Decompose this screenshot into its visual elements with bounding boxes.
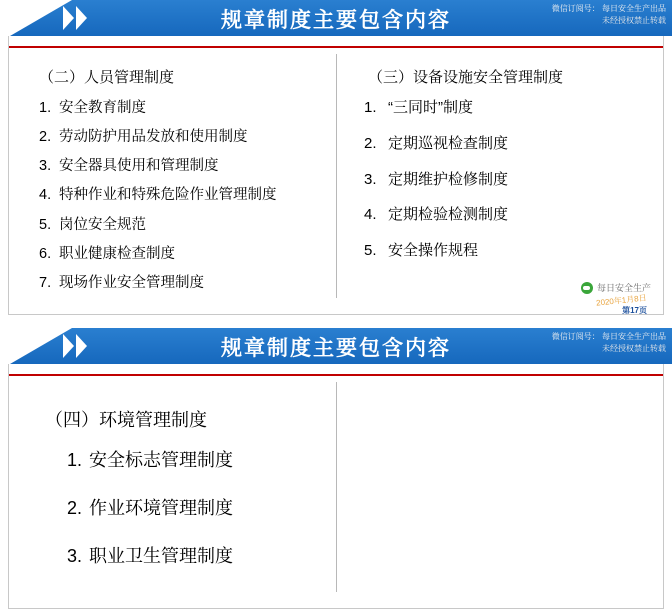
item-number: 2. [39,129,52,146]
slide-1-body [8,36,664,315]
item-number: 1. [364,99,377,116]
list-item [39,186,326,204]
item-text: 作业环境管理制度 [89,498,233,518]
slide-2-heading: （四）环境管理制度 [45,410,207,430]
slide-1-banner [0,0,672,36]
item-number: 3. [364,170,377,188]
subscribe-line: 微信订阅号： 每日安全生产出品 [551,332,666,341]
item-number: 1. [67,450,83,470]
left-column [9,52,336,303]
item-text: 岗位安全规范 [59,216,146,233]
item-number: 3. [67,546,83,566]
list-item [364,171,653,190]
right-column-list [364,99,653,261]
slide-2 [0,328,672,613]
item-text: 特种作业和特殊危险作业管理制度 [59,187,277,204]
list-item [364,135,653,154]
item-text: 定期维护检修制度 [388,170,509,188]
item-number: 4. [364,206,377,224]
item-text: 定期巡视检查制度 [388,134,509,152]
item-number: 5. [364,242,377,259]
copyright-line: 未经授权禁止转载 [602,16,666,25]
right-column [336,52,663,303]
wechat-icon [581,282,593,294]
list-item [39,99,326,117]
item-number: 2. [364,134,377,152]
divider-red-top [9,46,663,48]
page-number: 第17页 [622,306,647,315]
banner-attribution [552,3,666,27]
item-text: 职业健康检查制度 [59,245,175,262]
slide-2-title: 规章制度主要包含内容 [221,336,451,360]
list-item [39,128,326,146]
divider-red-top [9,374,663,376]
item-number: 5. [39,216,52,233]
item-text: 劳动防护用品发放和使用制度 [59,129,248,146]
item-number: 6. [39,245,52,262]
subscribe-line: 微信订阅号： 每日安全生产出品 [551,4,666,13]
banner-attribution [552,331,666,355]
list-item [364,206,653,225]
date-stamp: 2020年1月8日 [595,293,648,308]
copyright-line: 未经授权禁止转载 [602,344,666,353]
list-item [67,494,663,520]
slide-2-content [9,378,663,590]
list-item [39,216,326,234]
list-item [364,99,653,118]
item-number: 4. [39,187,52,204]
item-text: 安全操作规程 [388,242,479,259]
slide-2-banner [0,328,672,364]
list-item [67,542,663,568]
right-column-heading: （三）设备设施安全管理制度 [368,69,564,86]
item-number: 2. [67,498,83,518]
item-text: 定期检验检测制度 [388,206,509,224]
list-item [39,245,326,263]
item-number: 3. [39,158,52,175]
item-text: 现场作业安全管理制度 [59,274,204,291]
list-item [67,446,663,472]
item-text: 安全器具使用和管理制度 [59,158,219,175]
item-text: 职业卫生管理制度 [89,546,233,566]
item-text: 安全教育制度 [59,100,146,116]
list-item [39,157,326,175]
list-item [39,274,326,292]
slide-2-body [8,364,664,609]
item-text: 安全标志管理制度 [89,450,233,470]
wechat-label: 每日安全生产 [596,283,651,293]
slide-2-list [9,446,663,568]
item-text: “三同时”制度 [388,99,473,116]
item-number: 7. [39,274,52,291]
item-number: 1. [39,100,52,116]
two-column-content [9,52,663,303]
list-item [364,242,653,261]
left-column-list [39,99,326,292]
left-column-heading: （二）人员管理制度 [39,69,175,86]
slide-1-title: 规章制度主要包含内容 [221,8,451,32]
